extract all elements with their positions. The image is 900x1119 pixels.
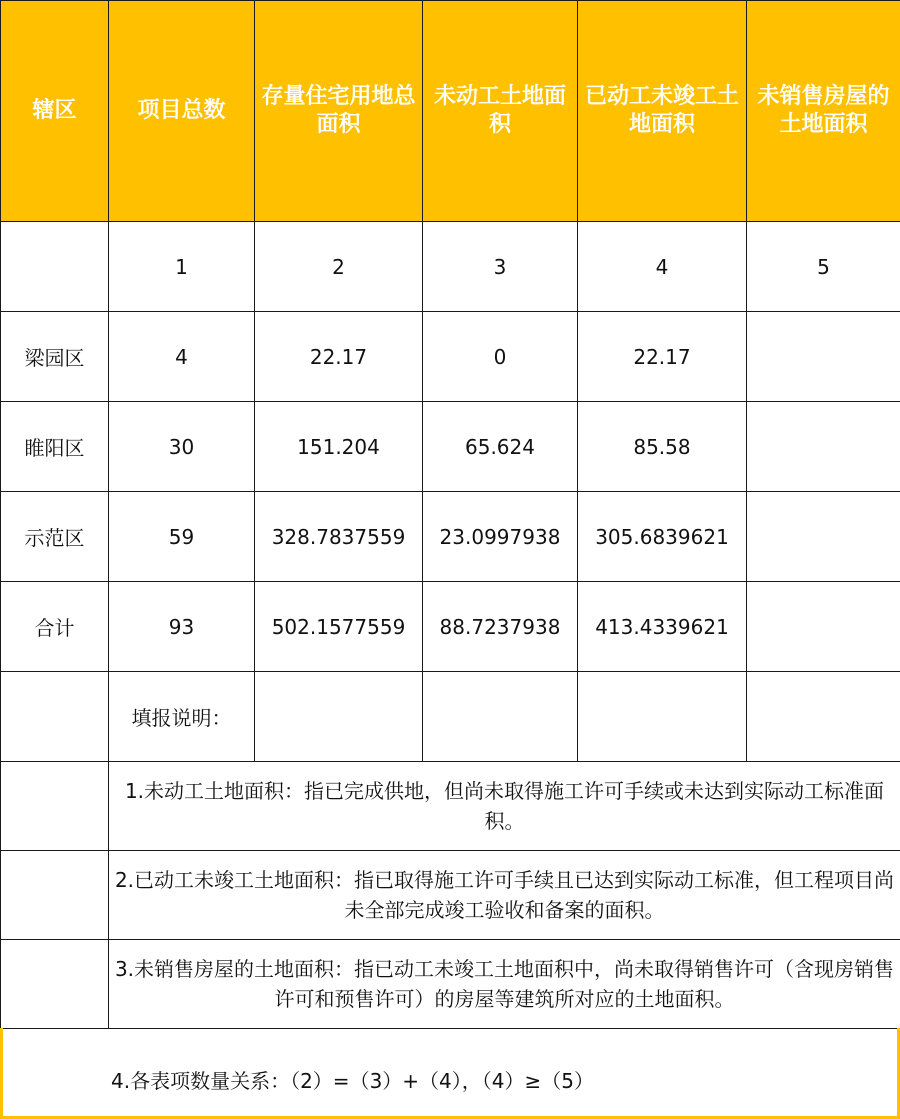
- note-item: 3.未销售房屋的土地面积：指已动工未竣工土地面积中，尚未取得销售许可（含现房销售许可和预售许可）的房屋等建筑所对应的土地面积。: [109, 940, 900, 1029]
- index-cell: [1, 222, 109, 312]
- unstarted-area-cell: 65.624: [423, 402, 578, 492]
- header-unstarted-area: 未动工土地面积: [423, 1, 578, 222]
- total-area-cell: 328.7837559: [255, 492, 423, 582]
- notes-title-row: [1, 672, 900, 762]
- table-row-total: [1, 582, 900, 672]
- district-cell: 睢阳区: [1, 402, 109, 492]
- index-cell: 3: [423, 222, 578, 312]
- note-row: [1, 851, 900, 940]
- note-row: [1, 762, 900, 851]
- district-cell: 示范区: [1, 492, 109, 582]
- started-area-cell: 305.6839621: [578, 492, 747, 582]
- started-area-cell: 413.4339621: [578, 582, 747, 672]
- column-index-row: [1, 222, 900, 312]
- header-total-residential-area: 存量住宅用地总面积: [255, 1, 423, 222]
- note-item: 1.未动工土地面积：指已完成供地，但尚未取得施工许可手续或未达到实际动工标准面积。: [109, 762, 900, 851]
- empty-cell: [747, 672, 900, 762]
- header-project-count: 项目总数: [109, 1, 255, 222]
- district-cell: 合计: [1, 582, 109, 672]
- project-count-cell: 93: [109, 582, 255, 672]
- index-cell: 4: [578, 222, 747, 312]
- relation-note: 4.各表项数量关系：（2）=（3）+（4），（4）≥（5）: [111, 1069, 594, 1093]
- table-row: [1, 402, 900, 492]
- project-count-cell: 4: [109, 312, 255, 402]
- empty-cell: [578, 672, 747, 762]
- empty-cell: [1, 672, 109, 762]
- total-area-cell: 22.17: [255, 312, 423, 402]
- unstarted-area-cell: 23.0997938: [423, 492, 578, 582]
- empty-cell: [423, 672, 578, 762]
- table-row: [1, 492, 900, 582]
- index-cell: 5: [747, 222, 900, 312]
- started-area-cell: 85.58: [578, 402, 747, 492]
- total-area-cell: 151.204: [255, 402, 423, 492]
- empty-cell: [1, 851, 109, 940]
- unsold-area-cell: [747, 492, 900, 582]
- table-header-row: [1, 1, 900, 222]
- empty-cell: [1, 762, 109, 851]
- project-count-cell: 59: [109, 492, 255, 582]
- index-cell: 2: [255, 222, 423, 312]
- header-district: 辖区: [1, 1, 109, 222]
- note-row: [1, 940, 900, 1029]
- empty-cell: [255, 672, 423, 762]
- unstarted-area-cell: 88.7237938: [423, 582, 578, 672]
- table-row: [1, 312, 900, 402]
- header-unsold-housing-area: 未销售房屋的土地面积: [747, 1, 900, 222]
- unsold-area-cell: [747, 582, 900, 672]
- unsold-area-cell: [747, 312, 900, 402]
- notes-title: 填报说明：: [109, 672, 255, 762]
- district-cell: 梁园区: [1, 312, 109, 402]
- index-cell: 1: [109, 222, 255, 312]
- header-started-uncompleted-area: 已动工未竣工土地面积: [578, 1, 747, 222]
- started-area-cell: 22.17: [578, 312, 747, 402]
- unstarted-area-cell: 0: [423, 312, 578, 402]
- empty-cell: [1, 940, 109, 1029]
- project-count-cell: 30: [109, 402, 255, 492]
- note-item: 2.已动工未竣工土地面积：指已取得施工许可手续且已达到实际动工标准，但工程项目尚未全部完成竣工验收和备案的面积。: [109, 851, 900, 940]
- total-area-cell: 502.1577559: [255, 582, 423, 672]
- relation-note-box: [0, 1028, 900, 1119]
- unsold-area-cell: [747, 402, 900, 492]
